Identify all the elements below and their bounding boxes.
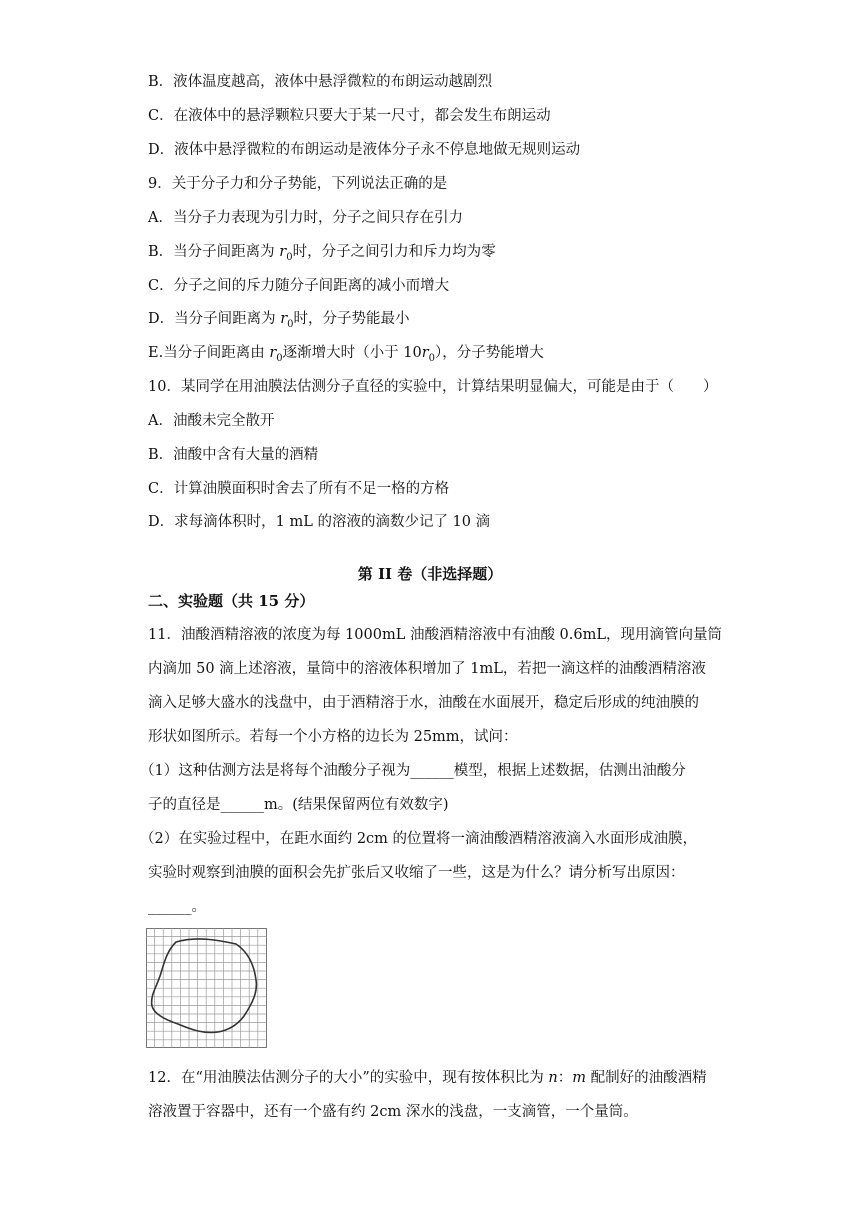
q11-part1-line-2: 子的直径是______m。(结果保留两位有效数字) <box>148 797 449 813</box>
q9-option-d <box>148 309 410 335</box>
section-title: 第 II 卷（非选择题） <box>357 565 503 583</box>
q9-option-e-pre: E.当分子间距离由 <box>148 345 270 361</box>
r-symbol: r <box>269 345 277 361</box>
q11-line-2: 内滴加 50 滴上述溶液，量筒中的溶液体积增加了 1mL，若把一滴这样的油酸酒精溶液 <box>148 661 706 677</box>
r-symbol: r <box>279 244 287 260</box>
q10-stem: 10．某同学在用油膜法估测分子直径的实验中，计算结果明显偏大，可能是由于（ ） <box>148 379 718 395</box>
q9-option-b-pre: B．当分子间距离为 <box>148 244 280 260</box>
oil-film-grid-figure <box>146 928 268 1048</box>
q8-option-b: B．液体温度越高，液体中悬浮微粒的布朗运动越剧烈 <box>148 74 493 90</box>
q9-option-d-post: 时，分子势能最小 <box>293 311 410 327</box>
q9-option-b-post: 时，分子之间引力和斥力均为零 <box>292 244 496 260</box>
q12-line-1-post: 配制好的油酸酒精 <box>585 1070 707 1086</box>
q11-line-3: 滴入足够大盛水的浅盘中，由于酒精溶于水，油酸在水面展开，稳定后形成的纯油膜的 <box>148 695 699 711</box>
r-symbol: r <box>280 311 288 327</box>
oil-film-grid-svg <box>146 928 268 1048</box>
q9-option-c: C．分子之间的斥力随分子间距离的减小而增大 <box>148 278 450 294</box>
q9-stem: 9．关于分子力和分子势能，下列说法正确的是 <box>148 176 448 192</box>
q9-option-d-pre: D．当分子间距离为 <box>148 311 281 327</box>
q9-option-e <box>148 343 544 369</box>
q10-option-a: A．油酸未完全散开 <box>148 413 275 429</box>
q11-line-1: 11．油酸酒精溶液的浓度为每 1000mL 油酸酒精溶液中有油酸 0.6mL，现用滴管向量筒 <box>148 627 722 643</box>
m-symbol: m <box>572 1070 586 1086</box>
q11-part2-line-2: 实验时观察到油膜的面积会先扩张后又收缩了一些，这是为什么？请分析写出原因： <box>148 865 685 881</box>
r-symbol: r <box>421 345 429 361</box>
r-subscript: 0 <box>428 352 435 364</box>
q9-option-b <box>148 242 496 268</box>
q10-option-c: C．计算油膜面积时舍去了所有不足一格的方格 <box>148 481 450 497</box>
q8-option-c: C．在液体中的悬浮颗粒只要大于某一尺寸，都会发生布朗运动 <box>148 108 551 124</box>
q12-line-1 <box>148 1068 707 1088</box>
r-subscript: 0 <box>286 251 293 263</box>
q10-option-d: D．求每滴体积时，1 mL 的溶液的滴数少记了 10 滴 <box>148 514 491 530</box>
q8-option-d: D．液体中悬浮微粒的布朗运动是液体分子永不停息地做无规则运动 <box>148 142 581 158</box>
q12-line-2: 溶液置于容器中，还有一个盛有约 2cm 深水的浅盘，一支滴管，一个量筒。 <box>148 1104 638 1120</box>
q10-option-b: B．油酸中含有大量的酒精 <box>148 447 319 463</box>
q9-option-e-post: ），分子势能增大 <box>435 345 544 361</box>
q11-part2-line-1: （2）在实验过程中，在距水面约 2cm 的位置将一滴油酸酒精溶液滴入水面形成油膜， <box>140 831 698 847</box>
q11-part2-line-3: ______。 <box>148 899 206 915</box>
q11-line-4: 形状如图所示。若每一个小方格的边长为 25mm，试问： <box>148 729 518 745</box>
r-subscript: 0 <box>287 318 294 330</box>
r-subscript: 0 <box>276 352 283 364</box>
ratio-colon: ： <box>557 1070 573 1086</box>
n-symbol: n <box>548 1070 558 1086</box>
section2-heading: 二、实验题（共 15 分） <box>148 592 315 610</box>
q12-line-1-pre: 12．在“用油膜法估测分子的大小”的实验中，现有按体积比为 <box>148 1070 549 1086</box>
q9-option-e-mid: 逐渐增大时（小于 10 <box>282 345 422 361</box>
q9-option-a: A．当分子力表现为引力时，分子之间只存在引力 <box>148 210 463 226</box>
q11-part1-line-1: （1）这种估测方法是将每个油酸分子视为______模型，根据上述数据，估测出油酸分 <box>140 763 686 779</box>
